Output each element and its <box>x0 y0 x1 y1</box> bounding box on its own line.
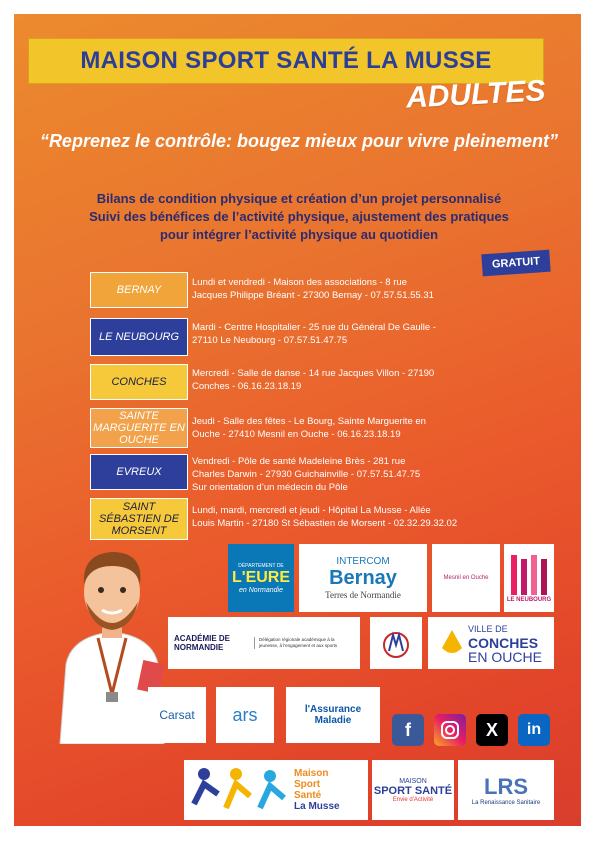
msslm-small-logo <box>370 617 422 669</box>
shell-icon <box>440 628 464 658</box>
info-line: Vendredi - Pôle de santé Madeleine Brès - 281 rue <box>192 456 406 467</box>
logo-text: SPORT SANTÉ <box>373 784 453 797</box>
ms-mark-icon <box>381 623 411 663</box>
lrs-logo <box>458 760 554 820</box>
linkedin-glyph: in <box>526 721 542 738</box>
logo-text: LE NEUBOURG <box>506 597 552 603</box>
logo-text: VILLE DE <box>468 624 508 634</box>
logo-text: l'Assurance Maladie <box>304 704 362 726</box>
info-line: Louis Martin - 27180 St Sébastien de Morsent - 02.32.29.32.02 <box>192 518 458 529</box>
location-name: SAINT SÉBASTIEN DE MORSENT <box>90 498 188 540</box>
logo-text: DÉPARTEMENT DE <box>238 562 284 569</box>
info-line: Mercredi - Salle de danse - 14 rue Jacques Villon - 27190 <box>192 368 435 379</box>
logo-text: LRS <box>484 774 528 799</box>
info-line: Sur orientation d’un médecin du Pôle <box>192 482 348 493</box>
logo-text: Terres de Normandie <box>325 590 401 600</box>
location-name: LE NEUBOURG <box>90 318 188 356</box>
logo-text: Mesnil en Ouche <box>443 575 489 581</box>
info-line: Jeudi - Salle des fêtes - Le Bourg, Sainte Marguerite en <box>192 416 426 427</box>
academie-normandie-logo <box>168 617 360 669</box>
location-info <box>192 415 532 441</box>
intercom-bernay-logo <box>299 544 427 612</box>
maison-sport-sante-la-musse-logo <box>184 760 368 820</box>
logo-text: Bernay <box>329 567 397 589</box>
maison-sport-sante-logo <box>372 760 454 820</box>
location-info <box>192 367 532 393</box>
logo-text: Santé <box>294 790 322 801</box>
logo-text: en Normandie <box>239 586 283 594</box>
le-neubourg-logo <box>504 544 554 612</box>
location-name: CONCHES <box>90 364 188 400</box>
logo-text: ars <box>232 704 258 725</box>
eure-logo <box>228 544 294 612</box>
logo-text: La Renaissance Sanitaire <box>471 800 541 806</box>
info-line: Ouche - 27410 Mesnil en Ouche - 06.16.23.18.19 <box>192 429 401 440</box>
logo-text: MAISON <box>399 777 427 785</box>
logo-text: EN OUCHE <box>468 649 542 665</box>
assurance-maladie-logo <box>286 687 380 743</box>
description <box>34 190 564 244</box>
page-title: MAISON SPORT SANTÉ LA MUSSE <box>80 47 492 74</box>
carsat-logo <box>148 687 206 743</box>
logo-text: La Musse <box>294 801 340 812</box>
location-name: EVREUX <box>90 454 188 490</box>
audience-subtitle: ADULTES <box>404 74 546 115</box>
logo-text: Envie d'Activité <box>392 796 434 803</box>
free-badge: GRATUIT <box>481 250 550 277</box>
quote: “Reprenez le contrôle: bougez mieux pour vivre pleinement” <box>39 131 559 151</box>
location-name: BERNAY <box>90 272 188 308</box>
location-info <box>192 504 532 530</box>
conches-en-ouche-logo <box>428 617 554 669</box>
info-line: 27110 Le Neubourg - 07.57.51.47.75 <box>192 335 348 346</box>
ars-logo <box>216 687 274 743</box>
facebook-icon[interactable] <box>392 714 424 746</box>
location-info <box>192 276 532 302</box>
logo-text: Délégation régionale académique à la jeunesse, à l'engagement et aux sports <box>254 637 355 649</box>
neubourg-mark-icon <box>509 553 549 597</box>
logo-text: L'EURE <box>231 568 291 586</box>
description-line: Suivi des bénéfices de l’activité physique, ajustement des pratiques <box>89 209 509 224</box>
instagram-glyph <box>440 720 460 740</box>
logo-text: INTERCOM <box>336 556 390 567</box>
runners-icon <box>184 764 294 816</box>
location-info <box>192 455 532 494</box>
info-line: Charles Darwin - 27930 Guichainville - 07.57.51.47.75 <box>192 469 421 480</box>
x-icon[interactable] <box>476 714 508 746</box>
location-info <box>192 321 532 347</box>
logo-text: Carsat <box>159 708 195 722</box>
instagram-icon[interactable] <box>434 714 466 746</box>
logo-text: Maison <box>294 768 329 779</box>
info-line: Lundi et vendredi - Maison des associations - 8 rue <box>192 277 407 288</box>
poster <box>14 14 581 826</box>
info-line: Conches - 06.16.23.18.19 <box>192 381 302 392</box>
x-glyph: X <box>485 719 498 740</box>
logo-text: CONCHES <box>468 635 539 651</box>
location-name: SAINTE MARGUERITE EN OUCHE <box>90 408 188 448</box>
description-line: pour intégrer l’activité physique au quotidien <box>159 227 439 242</box>
facebook-glyph: f <box>405 719 411 740</box>
info-line: Lundi, mardi, mercredi et jeudi - Hôpital La Musse - Allée <box>192 505 431 516</box>
info-line: Mardi - Centre Hospitalier - 25 rue du Général De Gaulle - <box>192 322 436 333</box>
info-line: Jacques Philippe Bréant - 27300 Bernay - 07.57.51.55.31 <box>192 290 434 301</box>
mesnil-en-ouche-logo <box>432 544 500 612</box>
description-line: Bilans de condition physique et création d’un projet personnalisé <box>96 191 502 206</box>
title-banner <box>28 38 544 84</box>
linkedin-icon[interactable] <box>518 714 550 746</box>
logo-text: ACADÉMIE DE NORMANDIE <box>174 634 231 652</box>
logo-text: Sport <box>294 779 321 790</box>
